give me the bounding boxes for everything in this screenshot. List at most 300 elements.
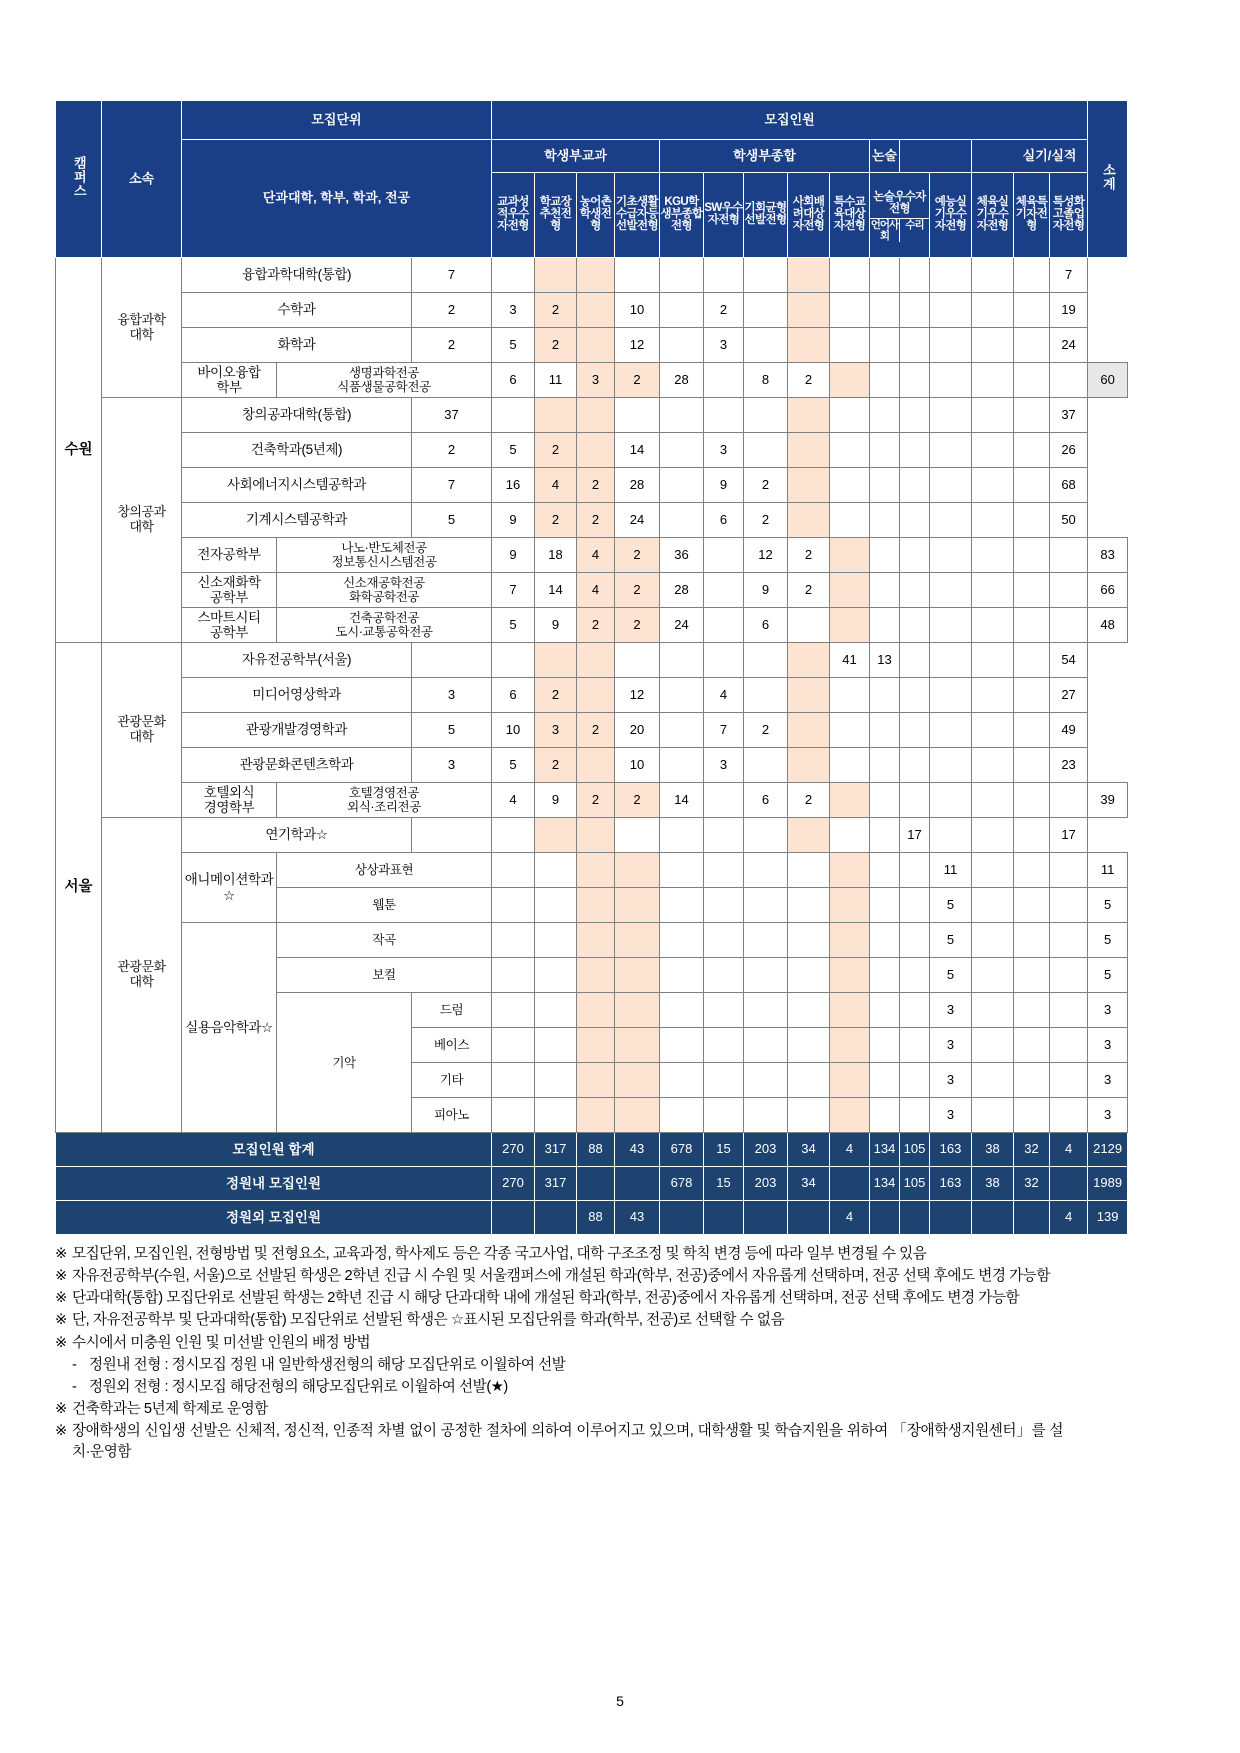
cell-quota xyxy=(412,818,492,853)
totals-label: 정원내 모집인원 xyxy=(56,1167,492,1201)
cell-quota: 14 xyxy=(535,573,577,608)
totals-cell xyxy=(744,1201,788,1235)
footnote-text: 모집단위, 모집인원, 전형방법 및 전형요소, 교육과정, 학사제도 등은 각종 국고사업, 대학 구조조정 및 학칙 변경 등에 따라 일부 변경될 수 있음 xyxy=(72,1246,927,1262)
cell-quota xyxy=(1014,853,1050,888)
row-unit: 창의공과대학(통합) xyxy=(182,398,412,433)
totals-cell: 163 xyxy=(930,1133,972,1167)
cell-quota xyxy=(615,1098,660,1133)
cell-quota: 5 xyxy=(492,328,535,363)
cell-quota xyxy=(972,573,1014,608)
totals-cell: 4 xyxy=(830,1133,870,1167)
cell-quota xyxy=(577,923,615,958)
row-major: 작곡 xyxy=(277,923,492,958)
cell-quota xyxy=(535,818,577,853)
cell-quota xyxy=(1014,958,1050,993)
cell-quota: 2 xyxy=(577,468,615,503)
cell-quota xyxy=(1014,1098,1050,1133)
page-number: 5 xyxy=(616,1693,624,1709)
cell-quota xyxy=(615,853,660,888)
cell-row-total: 68 xyxy=(1050,468,1088,503)
cell-quota: 2 xyxy=(535,678,577,713)
totals-cell: 105 xyxy=(900,1133,930,1167)
cell-quota: 24 xyxy=(660,608,704,643)
cell-quota xyxy=(660,643,704,678)
cell-quota xyxy=(788,643,830,678)
table-totals xyxy=(56,1133,1128,1235)
cell-quota: 3 xyxy=(535,713,577,748)
cell-quota xyxy=(870,608,900,643)
cell-quota xyxy=(704,888,744,923)
row-unit: 관광개발경영학과 xyxy=(182,713,412,748)
cell-quota xyxy=(577,818,615,853)
cell-quota xyxy=(615,888,660,923)
table-row xyxy=(56,748,1128,783)
th-col-5: SW우수자전형 xyxy=(704,173,744,258)
cell-quota: 2 xyxy=(577,503,615,538)
cell-quota: 5 xyxy=(412,503,492,538)
cell-row-total: 26 xyxy=(1050,433,1088,468)
table-body xyxy=(56,258,1128,1133)
cell-quota xyxy=(535,888,577,923)
totals-cell xyxy=(704,1201,744,1235)
cell-row-total: 24 xyxy=(1050,328,1088,363)
row-unit: 자유전공학부(서울) xyxy=(182,643,412,678)
totals-cell: 34 xyxy=(788,1133,830,1167)
row-unit: 관광문화콘텐츠학과 xyxy=(182,748,412,783)
cell-quota: 20 xyxy=(615,713,660,748)
cell-quota: 4 xyxy=(577,538,615,573)
cell-quota xyxy=(577,748,615,783)
cell-quota xyxy=(788,678,830,713)
cell-quota xyxy=(900,923,930,958)
th-col-0: 교과성적우수자전형 xyxy=(492,173,535,258)
cell-quota xyxy=(660,503,704,538)
cell-quota xyxy=(615,993,660,1028)
cell-quota xyxy=(660,398,704,433)
cell-quota xyxy=(870,1098,900,1133)
cell-quota xyxy=(704,363,744,398)
totals-cell: 134 xyxy=(870,1133,900,1167)
totals-cell: 4 xyxy=(1050,1201,1088,1235)
totals-cell xyxy=(972,1201,1014,1235)
cell-quota xyxy=(788,468,830,503)
cell-quota: 16 xyxy=(492,468,535,503)
cell-quota xyxy=(900,1063,930,1098)
cell-quota xyxy=(744,1063,788,1098)
totals-row xyxy=(56,1133,1128,1167)
row-campus: 수원 xyxy=(56,258,102,643)
row-major: 신소재공학전공 화학공학전공 xyxy=(277,573,492,608)
cell-quota xyxy=(900,258,930,293)
table-row xyxy=(56,398,1128,433)
cell-quota: 5 xyxy=(930,923,972,958)
cell-row-total: 60 xyxy=(1088,363,1128,398)
cell-quota xyxy=(900,643,930,678)
row-unit: 실용음악학과☆ xyxy=(182,923,277,1133)
cell-quota xyxy=(1014,783,1050,818)
totals-cell xyxy=(830,1167,870,1201)
cell-quota xyxy=(704,538,744,573)
cell-quota xyxy=(1050,1028,1088,1063)
cell-quota: 2 xyxy=(535,748,577,783)
th-col-13: 특성화고졸업자전형 xyxy=(1050,173,1088,258)
footnote-item xyxy=(55,1421,1063,1463)
cell-quota xyxy=(788,713,830,748)
cell-quota xyxy=(535,1063,577,1098)
th-col-9-sub-0: 언어사회 xyxy=(870,218,899,242)
cell-quota xyxy=(830,503,870,538)
row-unit: 수학과 xyxy=(182,293,412,328)
table-row xyxy=(56,783,1128,818)
footnote-text: 단과대학(통합) 모집단위로 선발된 학생는 2학년 진급 시 해당 단과대학 내에 개설된 학과(학부, 전공)중에서 자유롭게 선택하며, 전공 선택 후에도 변경 가능함 xyxy=(72,1290,1020,1307)
cell-quota xyxy=(930,503,972,538)
totals-label: 정원외 모집인원 xyxy=(56,1201,492,1235)
cell-quota xyxy=(972,538,1014,573)
totals-cell: 317 xyxy=(535,1167,577,1201)
cell-quota: 41 xyxy=(830,643,870,678)
cell-quota xyxy=(615,818,660,853)
cell-quota xyxy=(830,468,870,503)
cell-quota xyxy=(1014,433,1050,468)
cell-quota xyxy=(615,1063,660,1098)
cell-quota: 2 xyxy=(615,538,660,573)
cell-quota xyxy=(830,1028,870,1063)
cell-quota xyxy=(972,1028,1014,1063)
cell-quota xyxy=(830,783,870,818)
cell-quota xyxy=(704,923,744,958)
cell-quota xyxy=(577,293,615,328)
totals-row xyxy=(56,1201,1128,1235)
cell-row-total: 5 xyxy=(1088,958,1128,993)
cell-quota xyxy=(1014,363,1050,398)
cell-quota: 2 xyxy=(615,363,660,398)
cell-quota xyxy=(788,888,830,923)
cell-quota xyxy=(900,573,930,608)
cell-quota xyxy=(930,678,972,713)
cell-quota xyxy=(930,608,972,643)
cell-quota xyxy=(900,958,930,993)
cell-quota xyxy=(788,398,830,433)
totals-grand: 2129 xyxy=(1088,1133,1128,1167)
cell-quota xyxy=(1014,468,1050,503)
cell-quota: 36 xyxy=(660,538,704,573)
table-row xyxy=(56,468,1128,503)
cell-quota: 9 xyxy=(535,608,577,643)
totals-cell: 678 xyxy=(660,1167,704,1201)
cell-quota xyxy=(900,608,930,643)
cell-quota xyxy=(972,643,1014,678)
cell-quota xyxy=(788,328,830,363)
cell-quota xyxy=(972,748,1014,783)
cell-quota xyxy=(830,678,870,713)
cell-quota xyxy=(1050,1063,1088,1098)
footnote-marker: - xyxy=(72,1356,77,1373)
cell-row-total: 5 xyxy=(1088,888,1128,923)
totals-cell xyxy=(615,1167,660,1201)
row-unit: 화학과 xyxy=(182,328,412,363)
totals-cell: 163 xyxy=(930,1167,972,1201)
th-col-9-label: 논술우수자전형 xyxy=(873,190,926,216)
footnote-marker: ※ xyxy=(55,1312,67,1329)
cell-quota xyxy=(704,1063,744,1098)
cell-quota xyxy=(870,363,900,398)
cell-quota xyxy=(744,818,788,853)
cell-quota xyxy=(1014,608,1050,643)
cell-quota xyxy=(900,433,930,468)
cell-quota xyxy=(615,258,660,293)
cell-quota: 12 xyxy=(615,678,660,713)
cell-quota xyxy=(1050,923,1088,958)
cell-quota xyxy=(900,363,930,398)
cell-quota xyxy=(744,1098,788,1133)
cell-quota: 10 xyxy=(492,713,535,748)
cell-quota xyxy=(972,993,1014,1028)
cell-quota xyxy=(930,433,972,468)
cell-quota xyxy=(830,573,870,608)
cell-quota xyxy=(870,398,900,433)
admissions-quota-table xyxy=(55,100,1128,1235)
cell-quota xyxy=(704,958,744,993)
cell-quota xyxy=(660,748,704,783)
cell-quota xyxy=(660,993,704,1028)
cell-quota xyxy=(1050,888,1088,923)
cell-row-total: 3 xyxy=(1088,1098,1128,1133)
cell-quota xyxy=(870,468,900,503)
cell-quota xyxy=(870,1028,900,1063)
totals-cell: 317 xyxy=(535,1133,577,1167)
cell-quota xyxy=(900,888,930,923)
cell-quota: 6 xyxy=(492,363,535,398)
cell-quota xyxy=(660,853,704,888)
cell-quota xyxy=(930,293,972,328)
cell-quota xyxy=(704,398,744,433)
cell-quota xyxy=(900,748,930,783)
cell-quota xyxy=(870,573,900,608)
cell-quota xyxy=(704,1098,744,1133)
cell-quota: 2 xyxy=(412,293,492,328)
cell-quota xyxy=(1014,1063,1050,1098)
cell-quota xyxy=(870,958,900,993)
cell-quota xyxy=(744,958,788,993)
cell-quota: 2 xyxy=(577,783,615,818)
row-campus: 서울 xyxy=(56,643,102,1133)
th-campus: 캠퍼스 xyxy=(56,101,102,258)
row-unit: 신소재화학 공학부 xyxy=(182,573,277,608)
cell-quota xyxy=(535,258,577,293)
table-row xyxy=(56,433,1128,468)
cell-quota xyxy=(1014,328,1050,363)
cell-quota xyxy=(830,293,870,328)
cell-quota xyxy=(1014,258,1050,293)
cell-quota xyxy=(704,818,744,853)
th-affiliation: 소속 xyxy=(102,101,182,258)
row-major: 기악 xyxy=(277,993,412,1133)
footnote-marker: ※ xyxy=(55,1334,67,1351)
table-row xyxy=(56,573,1128,608)
totals-grand: 1989 xyxy=(1088,1167,1128,1201)
cell-quota: 2 xyxy=(615,573,660,608)
cell-quota xyxy=(492,643,535,678)
cell-quota: 14 xyxy=(660,783,704,818)
cell-quota xyxy=(930,713,972,748)
row-unit: 기계시스템공학과 xyxy=(182,503,412,538)
cell-quota: 2 xyxy=(535,433,577,468)
totals-cell xyxy=(930,1201,972,1235)
footnote-item xyxy=(55,1266,1063,1287)
cell-quota xyxy=(972,713,1014,748)
cell-quota: 3 xyxy=(492,293,535,328)
cell-quota xyxy=(900,993,930,1028)
th-group-2: 논술 xyxy=(870,140,900,173)
cell-quota xyxy=(577,853,615,888)
cell-quota xyxy=(1014,293,1050,328)
footnote-text: 자유전공학부(수원, 서울)으로 선발된 학생은 2학년 진급 시 수원 및 서울캠퍼스에 개설된 학과(학부, 전공)중에서 자유롭게 선택하며, 전공 선택 후에도 변경 가능함 xyxy=(72,1268,1051,1285)
cell-quota xyxy=(535,1098,577,1133)
footnote-item xyxy=(55,1244,1063,1265)
totals-cell: 4 xyxy=(830,1201,870,1235)
cell-quota xyxy=(1050,363,1088,398)
cell-quota xyxy=(492,258,535,293)
cell-row-total: 3 xyxy=(1088,1063,1128,1098)
cell-quota xyxy=(1014,678,1050,713)
cell-quota: 10 xyxy=(615,748,660,783)
cell-quota xyxy=(972,958,1014,993)
cell-quota: 13 xyxy=(870,643,900,678)
cell-quota: 3 xyxy=(704,433,744,468)
row-unit: 건축학과(5년제) xyxy=(182,433,412,468)
cell-quota xyxy=(704,1028,744,1063)
cell-quota xyxy=(577,433,615,468)
th-col-2: 농어촌학생전형 xyxy=(577,173,615,258)
cell-quota xyxy=(830,748,870,783)
footnote-marker: ※ xyxy=(55,1268,67,1285)
cell-quota xyxy=(660,678,704,713)
cell-quota xyxy=(1050,573,1088,608)
cell-quota: 4 xyxy=(535,468,577,503)
totals-cell: 4 xyxy=(1050,1133,1088,1167)
cell-row-total: 27 xyxy=(1050,678,1088,713)
cell-quota xyxy=(972,608,1014,643)
cell-quota xyxy=(972,923,1014,958)
cell-quota xyxy=(1014,748,1050,783)
cell-quota xyxy=(1050,608,1088,643)
totals-cell xyxy=(900,1201,930,1235)
cell-quota xyxy=(1014,923,1050,958)
row-subunit: 기타 xyxy=(412,1063,492,1098)
cell-quota xyxy=(660,1063,704,1098)
cell-quota xyxy=(492,1063,535,1098)
table-row xyxy=(56,818,1128,853)
cell-quota: 3 xyxy=(577,363,615,398)
cell-quota xyxy=(535,958,577,993)
cell-quota xyxy=(900,538,930,573)
cell-quota xyxy=(1014,1028,1050,1063)
cell-quota xyxy=(704,783,744,818)
table-row xyxy=(56,923,1128,958)
footnote-item xyxy=(55,1310,1063,1331)
cell-quota: 5 xyxy=(492,608,535,643)
th-col-10: 예능실기우수자전형 xyxy=(930,173,972,258)
cell-quota xyxy=(704,258,744,293)
cell-quota xyxy=(830,853,870,888)
cell-quota xyxy=(744,923,788,958)
cell-quota xyxy=(577,1098,615,1133)
cell-row-total: 11 xyxy=(1088,853,1128,888)
cell-quota xyxy=(535,853,577,888)
cell-quota: 2 xyxy=(788,573,830,608)
cell-quota: 10 xyxy=(615,293,660,328)
footnote-marker: ※ xyxy=(55,1401,67,1418)
cell-quota: 2 xyxy=(535,503,577,538)
cell-quota: 28 xyxy=(615,468,660,503)
row-subunit: 드럼 xyxy=(412,993,492,1028)
cell-quota xyxy=(535,398,577,433)
cell-quota xyxy=(744,398,788,433)
cell-quota xyxy=(900,503,930,538)
footnote-text: 단, 자유전공학부 및 단과대학(통합) 모집단위로 선발된 학생은 ☆표시된 모집단위를 학과(학부, 전공)로 선택할 수 없음 xyxy=(72,1312,785,1329)
table-row xyxy=(56,608,1128,643)
th-group-3: 실기/실적 xyxy=(972,140,1128,173)
th-col-9 xyxy=(870,173,930,258)
cell-quota xyxy=(930,398,972,433)
cell-row-total: 23 xyxy=(1050,748,1088,783)
table-row xyxy=(56,713,1128,748)
cell-quota xyxy=(492,818,535,853)
cell-quota xyxy=(830,328,870,363)
cell-row-total: 19 xyxy=(1050,293,1088,328)
cell-quota xyxy=(972,783,1014,818)
totals-grand: 139 xyxy=(1088,1201,1128,1235)
cell-quota: 11 xyxy=(930,853,972,888)
row-college: 창의공과 대학 xyxy=(102,398,182,643)
cell-row-total: 37 xyxy=(1050,398,1088,433)
cell-quota xyxy=(788,958,830,993)
th-col-7: 사회배려대상자전형 xyxy=(788,173,830,258)
cell-quota xyxy=(492,1028,535,1063)
cell-quota xyxy=(972,293,1014,328)
cell-quota xyxy=(972,363,1014,398)
cell-quota xyxy=(900,1098,930,1133)
cell-quota: 6 xyxy=(744,608,788,643)
row-major: 보컬 xyxy=(277,958,492,993)
cell-quota xyxy=(492,888,535,923)
cell-quota xyxy=(744,433,788,468)
row-subunit: 베이스 xyxy=(412,1028,492,1063)
totals-cell: 88 xyxy=(577,1201,615,1235)
footnotes xyxy=(55,1244,1063,1464)
th-group-1: 학생부종합 xyxy=(660,140,870,173)
cell-quota: 2 xyxy=(744,713,788,748)
cell-quota xyxy=(972,398,1014,433)
totals-cell xyxy=(535,1201,577,1235)
cell-quota xyxy=(577,328,615,363)
footnote-text: 건축학과는 5년제 학제로 운영함 xyxy=(72,1401,268,1418)
footnote-marker: ※ xyxy=(55,1246,67,1262)
cell-row-total: 83 xyxy=(1088,538,1128,573)
th-quota-group: 모집인원 xyxy=(492,101,1088,140)
cell-quota xyxy=(1050,958,1088,993)
cell-quota xyxy=(704,573,744,608)
cell-quota xyxy=(535,993,577,1028)
cell-quota xyxy=(660,1028,704,1063)
cell-quota xyxy=(870,328,900,363)
cell-quota xyxy=(870,993,900,1028)
cell-row-total: 3 xyxy=(1088,993,1128,1028)
th-col-6: 기회균형선발전형 xyxy=(744,173,788,258)
cell-quota xyxy=(930,328,972,363)
th-col-9-sub-1: 수리 xyxy=(905,218,924,231)
cell-quota xyxy=(660,468,704,503)
